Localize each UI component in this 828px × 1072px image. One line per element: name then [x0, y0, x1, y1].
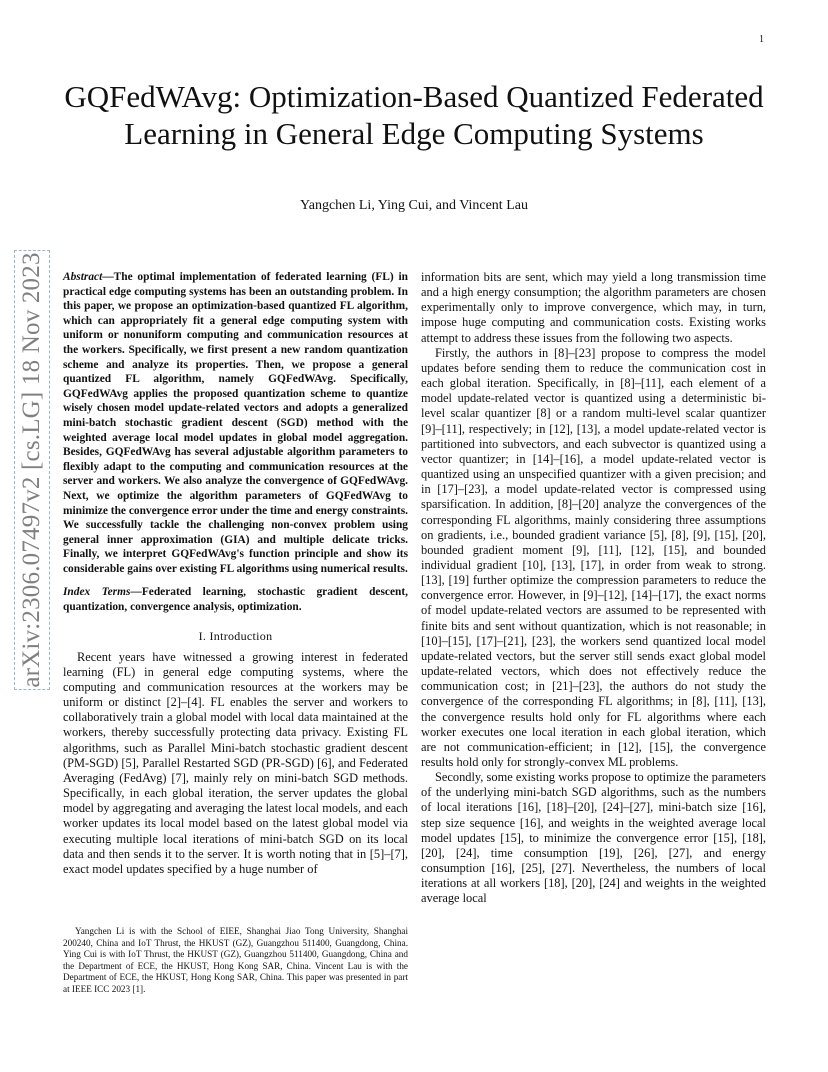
right-column — [421, 270, 766, 907]
arxiv-stamp — [14, 250, 50, 690]
body-paragraph: Secondly, some existing works propose to optimize the parameters of the underlying mini-batch SGD algorithms, such as the numbers of local iterations [16], [18]–[20], [24]–[27], mini-batch size [16], step size sequence [16], and weights in the weighted average local model updates [15], to minimize the convergence error [15], [18], [20], [24], time consumption [19], [26], [27], and energy consumption [16], [25], [27]. Nevertheless, the numbers of local iterations at all workers [18], [20], [24] and weights in the weighted average local — [421, 770, 766, 906]
body-paragraph: information bits are sent, which may yield a long transmission time and a high energy consumption; the algorithm parameters are chosen experimentally only to improve convergence, which may, in turn, impose huge computing and communication costs. Existing works attempt to address these issues from the following two aspects. — [421, 270, 766, 345]
paper-title: GQFedWAvg: Optimization-Based Quantized Federated Learning in General Edge Computing Systems — [64, 79, 764, 151]
index-terms-text: —Federated learning, stochastic gradient descent, quantization, convergence analysis, optimization. — [63, 586, 408, 614]
footnote: Yangchen Li is with the School of EIEE, Shanghai Jiao Tong University, Shanghai 200240, China and IoT Thrust, the HKUST (GZ), Guangzhou 511400, Guangdong, China. Ying Cui is with IoT Thrust, the HKUST (GZ), Guangzhou 511400, Guangdong, China and the Department of ECE, the HKUST, Hong Kong SAR, China. Vincent Lau is with the Department of ECE, the HKUST, Hong Kong SAR, China. This paper was presented in part at IEEE ICC 2023 [1]. — [63, 926, 408, 994]
intro-paragraph: Recent years have witnessed a growing interest in federated learning (FL) in general edge computing systems, where the computing and communication resources at the workers may be uniform or distinct [2]–[4]. FL enables the server and workers to collaboratively train a global model with local data maintained at the workers, thereby successfully protecting data privacy. Existing FL algorithms, such as Parallel Mini-batch stochastic gradient descent (PM-SGD) [5], Parallel Restarted SGD (PR-SGD) [6], and Federated Averaging (FedAvg) [7], mainly rely on mini-batch SGD methods. Specifically, in each global iteration, the server updates the global model by aggregating and averaging the latest local models, and each worker updates its local model based on the latest global model via executing multiple local iterations of mini-batch SGD on its local data and then sends it to the server. It is worth noting that in [5]–[7], exact model updates specified by a huge number of — [63, 649, 408, 876]
index-terms-label: Index Terms — [63, 586, 131, 599]
abstract — [63, 270, 408, 576]
index-terms — [63, 585, 408, 614]
page-number: 1 — [759, 34, 764, 45]
abstract-text: —The optimal implementation of federated learning (FL) in practical edge computing systems has been an outstanding problem. In this paper, we propose an optimization-based quantized FL algorithm, which can appropriately fit a general edge computing system with uniform or nonuniform computing and communication resources at the workers. Specifically, we first present a new random quantization scheme and analyze its properties. Then, we propose a general quantized FL algorithm, namely GQFedWAvg. Specifically, GQFedWAvg applies the proposed quantization scheme to quantize wisely chosen model update-related vectors and adopts a generalized mini-batch stochastic gradient descent (SGD) method with the weighted average local model updates in global model aggregation. Besides, GQFedWAvg has several adjustable algorithm parameters to flexibly adapt to the computing and communication resources at the server and workers. We also analyze the convergence of GQFedWAvg. Next, we optimize the algorithm parameters of GQFedWAvg to minimize the convergence error under the time and energy constraints. We successfully tackle the challenging non-convex problem using general inner approximation (GIA) and multiple delicate tricks. Finally, we interpret GQFedWAvg's function principle and show its considerable gains over existing FL algorithms using numerical results. — [63, 271, 408, 575]
section-heading: I. Introduction — [198, 628, 273, 643]
arxiv-stamp-text: arXiv:2306.07497v2 [cs.LG] 18 Nov 2023 — [18, 252, 45, 688]
paper-authors: Yangchen Li, Ying Cui, and Vincent Lau — [300, 198, 528, 213]
body-paragraph: Firstly, the authors in [8]–[23] propose to compress the model updates before sending them to reduce the communication cost in each global iteration. Specifically, in [8]–[11], each element of a model update-related vector is quantized using a deterministic bi-level scalar quantizer [8] or a random multi-level scalar quantizer [9]–[11], respectively; in [12], [13], a model update-related vector is partitioned into subvectors, and each subvector is quantized using a vector quantizer; in [14]–[16], a model update-related vector is quantized using an unspecified quantizer with a given precision; and in [17]–[23], a model update-related vector is compressed using sparsification. In addition, [8]–[20] analyze the convergences of the corresponding FL algorithms, mainly considering three assumptions on gradients, i.e., bounded gradient variance [5], [8], [9], [15], [20], bounded gradient moment [9], [11], [12], [15], and bounded individual gradient [10], [13], [17], in order from weak to strong. [13], [19] further optimize the compression parameters to reduce the convergence error. However, in [9]–[12], [14]–[17], the exact norms of model update-related vectors are assumed to be represented with finite bits and sent without quantization, which is not reasonable; in [10]–[15], [17]–[21], [23], the workers send quantized local model update-related vectors, but the server still sends exact global model update-related vectors, which does not effectively reduce the communication cost; in [21]–[23], the authors do not study the convergence of the corresponding FL algorithms; in [8], [11], [13], the convergence results hold only for FL algorithms where each worker executes one local iteration in each global iteration, which are not communication-efficient; in [12], [15], the convergence results hold only for strongly-convex ML problems. — [421, 345, 766, 769]
left-column — [63, 270, 408, 877]
abstract-label: Abstract — [63, 271, 103, 283]
